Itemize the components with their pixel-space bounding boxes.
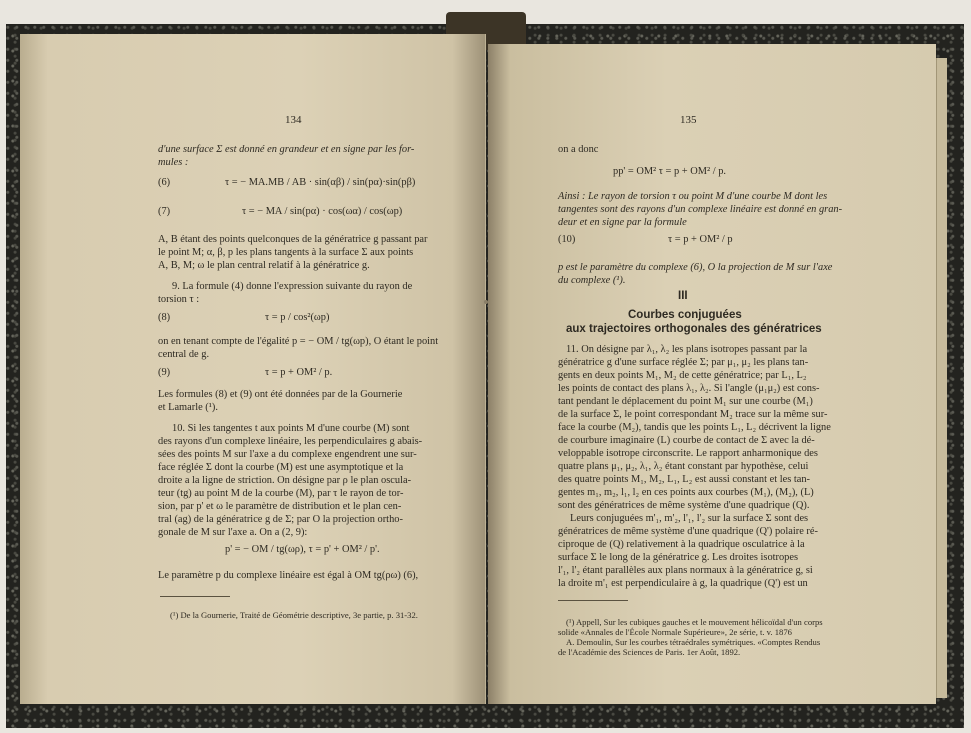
text-line: teur (tg) au point M de la courbe (M), par τ le rayon de tor- [158, 488, 404, 499]
text-line: et Lamarle (¹). [158, 402, 218, 413]
text-line: quatre plans μ₁, μ₂, λ₁, λ₂ étant constant par hypothèse, celui [558, 461, 809, 472]
text-line: d'une surface Σ est donné en grandeur et en signe par les for- [158, 144, 415, 155]
text-line: de courbure imaginaire (L) courbe de contact de Σ avec la dé- [558, 435, 815, 446]
equation: τ = − MA / sin(pα) · cos(ωα) / cos(ωp) [242, 206, 403, 217]
binding-mark [484, 300, 488, 304]
section-title: Courbes conjuguées [628, 309, 742, 321]
equation: τ = p + OM² / p. [265, 367, 333, 378]
equation-number: (6) [158, 177, 171, 188]
section-title: aux trajectoires orthogonales des génératrices [566, 323, 822, 335]
equation-number: (8) [158, 312, 171, 323]
text-line: sont des génératrices de même système d'une quadrique (Q). [558, 500, 810, 511]
section-number: III [678, 290, 688, 302]
text-line: génératrice g d'une surface réglée Σ; par μ₁, μ₂ les plans tan- [558, 357, 809, 368]
footnote: (¹) De la Gournerie, Traité de Géométrie descriptive, 3e partie, p. 31-32. [170, 610, 418, 620]
text-line: 11. On désigne par λ₁, λ₂ les plans isotropes passant par la [566, 344, 808, 355]
text-line: A, B étant des points quelconques de la génératrice g passant par [158, 234, 428, 245]
text-line: sées des points M sur l'axe a du complexe engendrent une sur- [158, 449, 417, 460]
equation-number: (7) [158, 206, 171, 217]
text-line: on en tenant compte de l'égalité p = − OM / tg(ωp), O étant le point [158, 336, 439, 347]
text-line: A, B, M; ω le plan central relatif à la génératrice g. [158, 260, 370, 271]
text-line: Les formules (8) et (9) ont été données par de la Gournerie [158, 389, 403, 400]
footnote: solide «Annales de l'École Normale Supérieure», 2e série, t. v. 1876 [558, 627, 792, 637]
text-line: surface Σ le long de la génératrice g. Les droites isotropes [558, 552, 799, 563]
page-edges [936, 58, 947, 698]
text-line: p est le paramètre du complexe (6), O la projection de M sur l'axe [558, 262, 833, 273]
text-line: face la courbe (M₂), tandis que les points L₁, L₂ décrivent la ligne [558, 422, 831, 433]
text-line: du complexe (¹). [558, 275, 626, 286]
equation-number: (9) [158, 367, 171, 378]
text-line: Ainsi : Le rayon de torsion τ ou point M d'une courbe M dont les [558, 191, 828, 202]
left-page [20, 34, 486, 704]
equation: pp' = OM² τ = p + OM² / p. [613, 166, 726, 177]
page-number: 134 [285, 114, 302, 126]
text-line: gonale de M sur l'axe a. On a (2, 9): [158, 527, 308, 538]
text-line: gentes m₁, m₂, l₁, l₂ en ces points aux courbes (M₁), (M₂), (L) [558, 487, 814, 498]
text-line: Leurs conjuguées m'₁, m'₂, l'₁, l'₂ sur la surface Σ sont des [570, 513, 809, 524]
text-line: des quatre points M₁, M₂, L₁, L₂ est aussi constant et les tan- [558, 474, 810, 485]
equation: τ = − MA.MB / AB · sin(αβ) / sin(pα)·sin(pβ) [225, 177, 416, 188]
text-line: central de g. [158, 349, 210, 360]
text-line: torsion τ : [158, 294, 200, 305]
text-line: ciproque de (Q) relativement à la quadrique osculatrice à la [558, 539, 805, 550]
footnote: de l'Académie des Sciences de Paris. 1er Août, 1892. [558, 647, 741, 657]
footnote-rule [558, 600, 628, 601]
text-line: le point M; α, β, p les plans tangents à la surface Σ aux points [158, 247, 414, 258]
text-line: veloppable isotrope circonscrite. Le rapport anharmonique des [558, 448, 818, 459]
equation: τ = p + OM² / p [668, 234, 733, 245]
text-line: génératrices de même système d'une quadrique (Q') polaire ré- [558, 526, 818, 537]
text-line: mules : [158, 157, 189, 168]
text-line: tral (ag) de la génératrice g de Σ; par O la projection ortho- [158, 514, 403, 525]
text-line: Le paramètre p du complexe linéaire est égal à OM tg(ρω) (6), [158, 570, 419, 581]
text-line: des rayons d'un complexe linéaire, les perpendiculaires g abais- [158, 436, 423, 447]
equation-number: (10) [558, 234, 576, 245]
page-number: 135 [680, 114, 697, 126]
footnote-rule [160, 596, 230, 597]
footnote: A. Demoulin, Sur les courbes tétraédrales symétriques. «Comptes Rendus [566, 637, 821, 647]
equation: τ = p / cos²(ωp) [265, 312, 330, 323]
right-page [488, 44, 936, 704]
text-line: tangentes sont des rayons d'un complexe linéaire est donné en gran- [558, 204, 843, 215]
text-line: face réglée Σ dont la courbe (M) est une asymptotique et la [158, 462, 404, 473]
text-line: l'₁, l'₂ étant parallèles aux plans normaux à la génératrice g, si [558, 565, 813, 576]
text-line: 9. La formule (4) donne l'expression suivante du rayon de [172, 281, 413, 292]
text-line: sion, par p' et ω le paramètre de distribution et le plan cen- [158, 501, 402, 512]
text-line: deur et en signe par la formule [558, 217, 687, 228]
text-line: droite a la ligne de striction. On désigne par ρ le plan oscula- [158, 475, 412, 486]
footnote: (¹) Appell, Sur les cubiques gauches et le mouvement hélicoïdal d'un corps [566, 617, 823, 627]
text-line: tant pendant le déplacement du point M₁ sur une courbe (M₁) [558, 396, 813, 407]
text-line: gents en deux points M₁, M₂ de cette génératrice; par L₁, L₂ [558, 370, 807, 381]
text-line: de la surface Σ, le point correspondant M₂ trace sur la même sur- [558, 409, 828, 420]
text-line: on a donc [558, 144, 599, 155]
equation: p' = − OM / tg(ωρ), τ = p' + OM² / p'. [225, 544, 380, 555]
text-line: les points de contact des plans λ₁, λ₂. Si l'angle (μ₁μ₂) est cons- [558, 383, 820, 394]
text-line: la droite m'₁ est perpendiculaire à g, la quadrique (Q') est un [558, 578, 808, 589]
text-line: 10. Si les tangentes t aux points M d'une courbe (M) sont [172, 423, 410, 434]
